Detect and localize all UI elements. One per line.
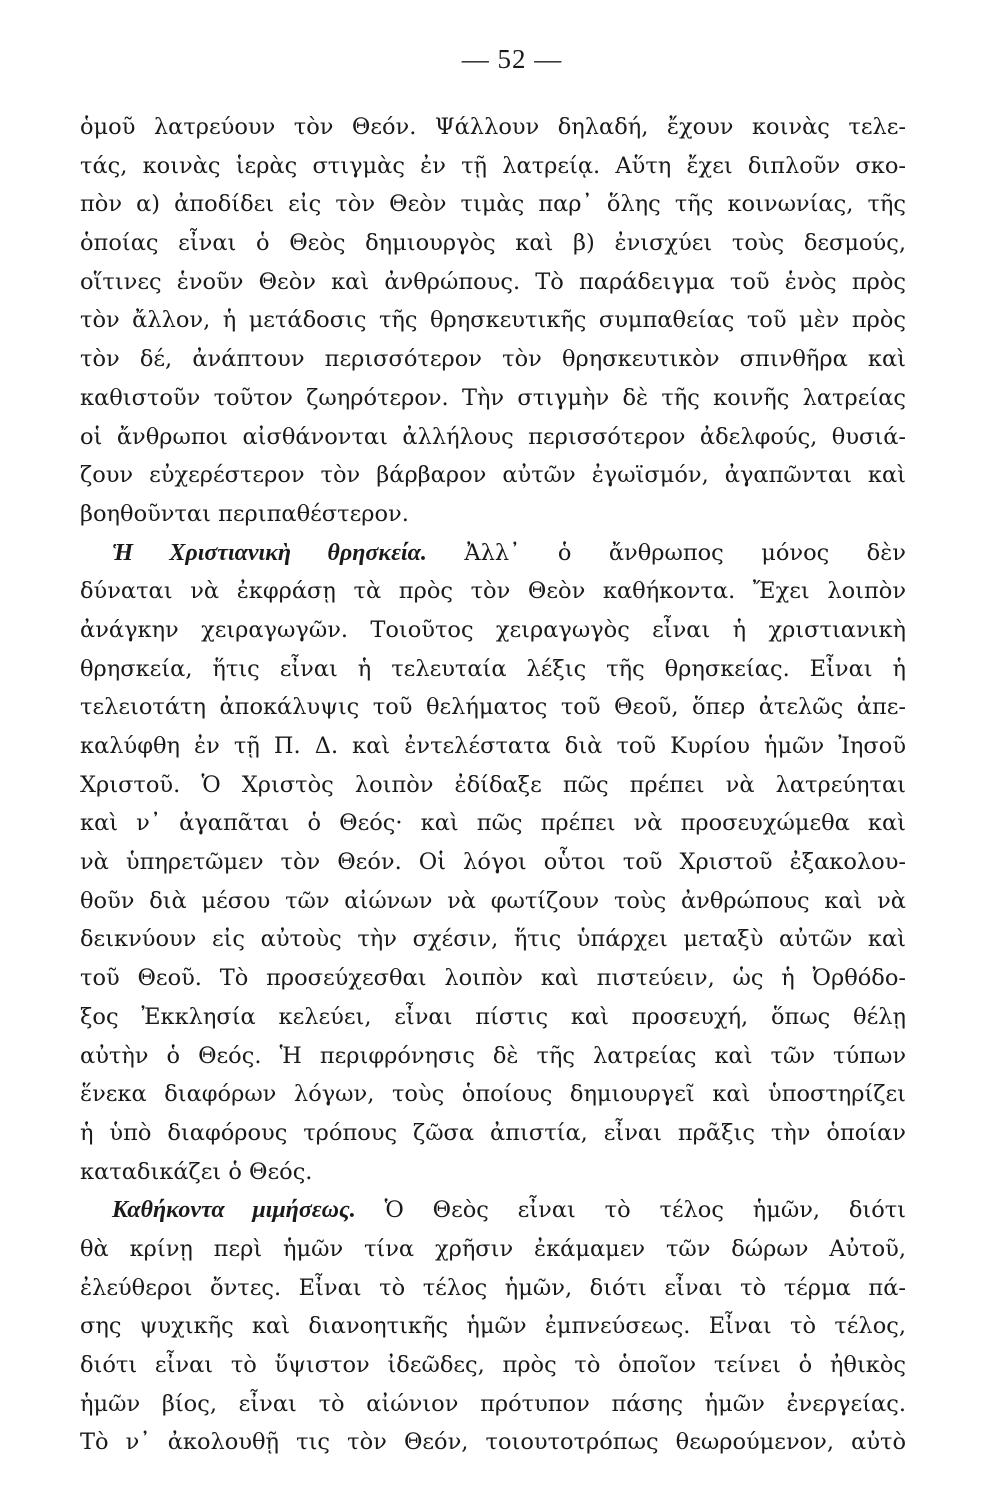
text-line: ξος Ἐκκλησία κελεύει, εἶναι πίστις καὶ προσευχή, ὅπως θέλῃ bbox=[80, 1003, 906, 1030]
text-line: καὶ ν᾽ ἀγαπᾶται ὁ Θεός· καὶ πῶς πρέπει νὰ προσευχώμεθα καὶ bbox=[80, 810, 906, 837]
text-line: βοηθοῦνται περιπαθέστερον. bbox=[80, 500, 409, 527]
section-first-line bbox=[80, 534, 906, 573]
body-text bbox=[80, 108, 906, 1462]
text-line: διότι εἶναι τὸ ὕψιστον ἰδεῶδες, πρὸς τὸ ὁποῖον τείνει ὁ ἠθικὸς bbox=[80, 1352, 906, 1378]
text-line: Χριστοῦ. Ὁ Χριστὸς λοιπὸν ἐδίδαξε πῶς πρέπει νὰ λατρεύηται bbox=[80, 771, 906, 798]
text-line: τὸν δέ, ἀνάπτουν περισσότερον τὸν θρησκευτικὸν σπινθῆρα καὶ bbox=[80, 346, 906, 373]
text-line: πὸν α) ἀποδίδει εἰς τὸν Θεὸν τιμὰς παρ᾽ ὅλης τῆς κοινωνίας, τῆς bbox=[80, 191, 906, 218]
text-line: θὰ κρίνῃ περὶ ἡμῶν τίνα χρῆσιν ἐκάμαμεν τῶν δώρων Αὐτοῦ, bbox=[80, 1235, 906, 1262]
text-line: ἡμῶν βίος, εἶναι τὸ αἰώνιον πρότυπον πάσης ἡμῶν ἐνεργείας. bbox=[80, 1390, 906, 1417]
text-line: Τὸ ν᾽ ἀκολουθῇ τις τὸν Θεόν, τοιουτοτρόπως θεωρούμενον, αὐτὸ bbox=[80, 1429, 906, 1456]
heading-line-text: Ὁ Θεὸς εἶναι τὸ τέλος ἡμῶν, διότι bbox=[384, 1197, 907, 1224]
text-line: θρησκεία, ἥτις εἶναι ἡ τελευταία λέξις τῆς θρησκείας. Εἶναι ἡ bbox=[80, 655, 906, 682]
text-line: τὸν ἄλλον, ἡ μετάδοσις τῆς θρησκευτικῆς συμπαθείας τοῦ μὲν πρὸς bbox=[80, 307, 906, 334]
text-line: τελειοτάτη ἀποκάλυψις τοῦ θελήματος τοῦ Θεοῦ, ὅπερ ἀτελῶς ἀπε- bbox=[80, 694, 906, 721]
heading-line-text: Ἀλλ᾽ ὁ ἄνθρωπος μόνος δὲν bbox=[464, 539, 906, 566]
text-line: δύναται νὰ ἐκφράσῃ τὰ πρὸς τὸν Θεὸν καθήκοντα. Ἔχει λοιπὸν bbox=[80, 578, 906, 605]
text-line: θοῦν διὰ μέσου τῶν αἰώνων νὰ φωτίζουν τοὺς ἀνθρώπους καὶ νὰ bbox=[80, 887, 906, 914]
text-line: καλύφθη ἐν τῇ Π. Δ. καὶ ἐντελέστατα διὰ τοῦ Κυρίου ἡμῶν Ἰησοῦ bbox=[80, 733, 906, 759]
text-line: ὁμοῦ λατρεύουν τὸν Θεόν. Ψάλλουν δηλαδή, ἔχουν κοινὰς τελε- bbox=[80, 114, 906, 140]
text-line: τοῦ Θεοῦ. Τὸ προσεύχεσθαι λοιπὸν καὶ πιστεύειν, ὡς ἡ Ὀρθόδο- bbox=[80, 965, 906, 992]
text-line: νὰ ὑπηρετῶμεν τὸν Θεόν. Οἱ λόγοι οὗτοι τοῦ Χριστοῦ ἐξακολου- bbox=[80, 849, 906, 876]
section-heading: Ἡ Χριστιανικὴ θρησκεία. bbox=[112, 539, 427, 566]
text-line: αὐτὴν ὁ Θεός. Ἡ περιφρόνησις δὲ τῆς λατρείας καὶ τῶν τύπων bbox=[80, 1042, 906, 1069]
text-line: οἱ ἄνθρωποι αἰσθάνονται ἀλλήλους περισσότερον ἀδελφούς, θυσιά- bbox=[80, 423, 906, 450]
text-line: ζουν εὐχερέστερον τὸν βάρβαρον αὐτῶν ἐγωϊσμόν, ἀγαπῶνται καὶ bbox=[80, 462, 906, 489]
text-line: σης ψυχικῆς καὶ διανοητικῆς ἡμῶν ἐμπνεύσεως. Εἶναι τὸ τέλος, bbox=[80, 1313, 906, 1340]
text-line: καταδικάζει ὁ Θεός. bbox=[80, 1158, 313, 1185]
text-line: ἕνεκα διαφόρων λόγων, τοὺς ὁποίους δημιουργεῖ καὶ ὑποστηρίζει bbox=[80, 1081, 906, 1108]
text-line: οἵτινες ἑνοῦν Θεὸν καὶ ἀνθρώπους. Τὸ παράδειγμα τοῦ ἑνὸς πρὸς bbox=[80, 268, 906, 295]
text-line: καθιστοῦν τοῦτον ζωηρότερον. Τὴν στιγμὴν δὲ τῆς κοινῆς λατρείας bbox=[80, 384, 906, 411]
text-line: δεικνύουν εἰς αὐτοὺς τὴν σχέσιν, ἥτις ὑπάρχει μεταξὺ αὐτῶν καὶ bbox=[80, 926, 906, 953]
section-heading: Καθήκοντα μιμήσεως. bbox=[112, 1197, 356, 1224]
text-line: ἐλεύθεροι ὄντες. Εἶναι τὸ τέλος ἡμῶν, διότι εἶναι τὸ τέρμα πά- bbox=[80, 1274, 906, 1301]
text-line: τάς, κοινὰς ἱερὰς στιγμὰς ἐν τῇ λατρείᾳ. Αὕτη ἔχει διπλοῦν σκο- bbox=[80, 152, 906, 179]
text-line: ὁποίας εἶναι ὁ Θεὸς δημιουργὸς καὶ β) ἐνισχύει τοὺς δεσμούς, bbox=[80, 230, 906, 257]
text-line: ἡ ὑπὸ διαφόρους τρόπους ζῶσα ἀπιστία, εἶναι πρᾶξις τὴν ὁποίαν bbox=[80, 1119, 906, 1146]
page-number: — 52 — bbox=[461, 44, 563, 74]
text-line: ἀνάγκην χειραγωγῶν. Τοιοῦτος χειραγωγὸς εἶναι ἡ χριστιανικὴ bbox=[80, 616, 906, 643]
section-first-line bbox=[80, 1191, 906, 1230]
